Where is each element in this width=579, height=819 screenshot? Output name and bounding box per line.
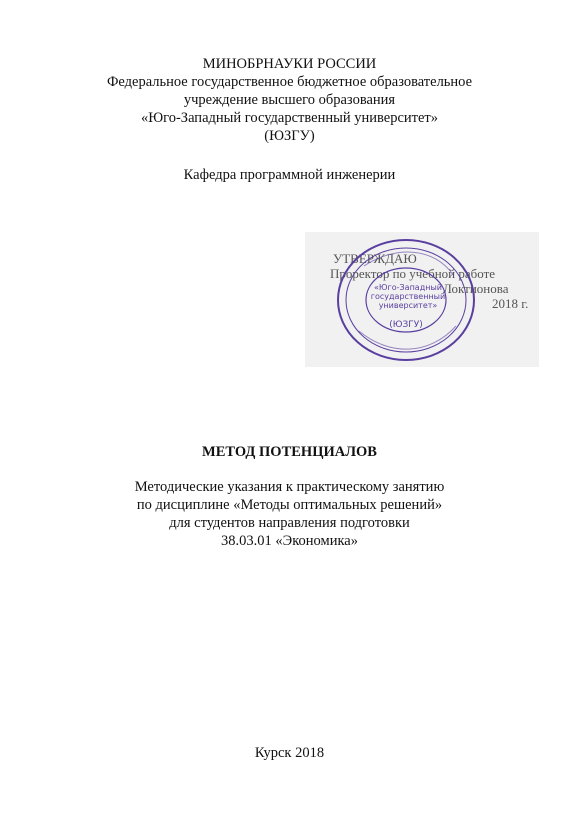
footer-city-year	[0, 744, 579, 762]
university-seal-stamp	[334, 236, 478, 364]
description-line: по дисциплине «Методы оптимальных решений»	[136, 497, 443, 513]
header-line: «Юго-Западный государственный университет»	[140, 110, 439, 126]
description-line: для студентов направления подготовки	[169, 515, 410, 531]
stamp-abbr: (ЮЗГУ)	[389, 320, 423, 330]
stamp-text: университет»	[378, 301, 438, 310]
approval-line: Проректор по учебной работе	[330, 266, 496, 281]
stamp-text: государственный	[370, 292, 446, 301]
footer-text: Курск 2018	[254, 745, 325, 761]
header-line: МИНОБРНАУКИ РОССИИ	[202, 56, 377, 72]
header-line: Федеральное государственное бюджетное образовательное	[106, 74, 473, 90]
department-name: Кафедра программной инженерии	[183, 167, 396, 183]
stamp-text: «Юго-Западный	[374, 283, 442, 292]
description-line: Методические указания к практическому занятию	[134, 479, 445, 495]
document-title	[0, 443, 579, 461]
approval-line: УТВЕРЖДАЮ	[333, 251, 417, 266]
ministry-header	[0, 55, 579, 145]
document-description	[0, 478, 579, 550]
department	[0, 166, 579, 184]
header-line: (ЮЗГУ)	[264, 128, 315, 144]
approval-line: Локтионова	[443, 281, 509, 296]
title-text: МЕТОД ПОТЕНЦИАЛОВ	[202, 444, 377, 460]
description-line: 38.03.01 «Экономика»	[221, 533, 358, 549]
approval-line: 2018 г.	[492, 296, 529, 311]
header-line: учреждение высшего образования	[183, 92, 396, 108]
